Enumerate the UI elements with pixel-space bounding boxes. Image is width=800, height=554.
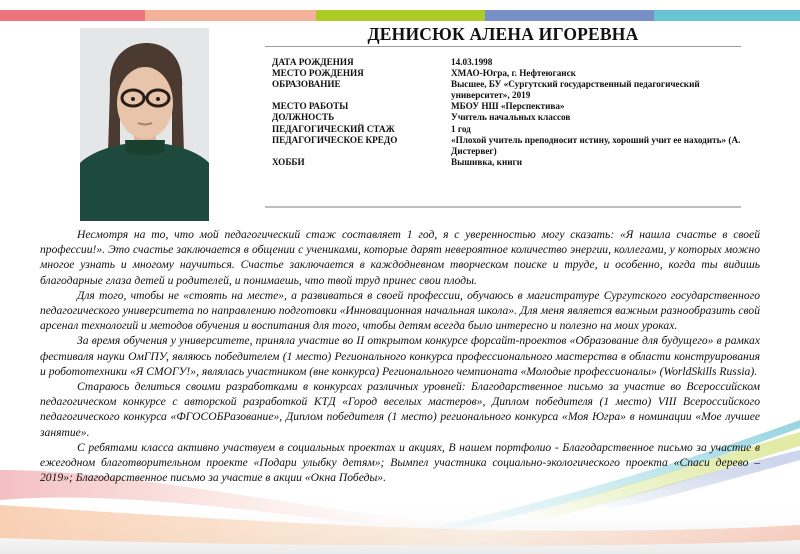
paragraph: За время обучения у университете, приняла участие во II открытом конкурсе форсайт-проектов «Образование для будущего» в рамках фестиваля науки ОмГПУ, являюсь победителем (1 место) Регионального конкурса профессионального мастерства в области конструирования и робототехники «Я СМОГУ!», являлась участником (вне конкурса) Регионального чемпионата «Молодые профессионалы» (WorldSkills Russia). — [40, 334, 760, 378]
info-row-workplace — [272, 101, 752, 112]
info-label: МЕСТО РОЖДЕНИЯ — [272, 68, 364, 79]
info-row-experience — [272, 124, 752, 135]
paragraph: Несмотря на то, что мой педагогический стаж составляет 1 год, я с уверенностью могу сказать: «Я нашла счастье в своей профессии!». Это счастье заключается в общении с учениками, которые дарят невероятное количество энергии, коллегами, у которых можно многое узнать и многому научиться. Счастье заключается в каждодневном творческом поиске и труде, и особенно, когда ты видишь благодарные глаза детей и родителей, и понимаешь, что твой труд принес свои плоды. — [40, 228, 760, 287]
essay-text — [40, 227, 760, 485]
info-label: МЕСТО РАБОТЫ — [272, 101, 349, 112]
info-row-birth-date — [272, 57, 752, 68]
info-row-credo — [272, 135, 752, 157]
paragraph: С ребятами класса активно участвуем в социальных проектах и акциях, В нашем портфолио - Благодарственное письмо за участие в ежегодном благотворительном проекте «Подари улыбку детям»; Вымпел участника социально-экологического проекта «Спаси дерево – 2019»; Благодарственное письмо за участие в акции «Окна Победы». — [40, 440, 760, 485]
info-row-education — [272, 79, 752, 101]
info-value: Учитель начальных классов — [451, 112, 571, 123]
info-value: 1 год — [451, 123, 471, 134]
info-label: ДАТА РОЖДЕНИЯ — [272, 57, 354, 67]
info-value: МБОУ НШ «Перспектива» — [451, 101, 565, 112]
info-label: ХОББИ — [272, 156, 305, 167]
info-row-position — [272, 112, 752, 123]
title-divider — [265, 46, 741, 47]
info-row-birth-place — [272, 68, 752, 79]
info-divider — [265, 206, 741, 208]
page-title: ДЕНИСЮК АЛЕНА ИГОРЕВНА — [367, 24, 639, 44]
info-value: «Плохой учитель преподносит истину, хороший учит ее находить» (А. Дистервег) — [451, 134, 741, 156]
info-label: ПЕДАГОГИЧЕСКИЙ СТАЖ — [272, 123, 395, 134]
info-value: Вышивка, книги — [451, 156, 523, 167]
info-label: ДОЛЖНОСТЬ — [272, 112, 335, 123]
info-table — [272, 57, 752, 168]
portrait-illustration-icon — [80, 28, 209, 221]
info-value: Высшее, БУ «Сургутский государственный педагогический университет», 2019 — [451, 79, 700, 101]
paragraph: Стараюсь делиться своими разработками в конкурсах различных уровней: Благодарственное письмо за участие во Всероссийском педагогическом конкурсе с авторской разработкой КТД «Город веселых мастеров», Диплом победителя (1 место) VIII Всероссийского педагогического конкурса «ФГОСОБРазование», Диплом победителя (1 место) регионального конкурса «Моя Югра» в номинации «Мое лучшее занятие». — [40, 380, 760, 439]
info-value: ХМАО-Югра, г. Нефтеюганск — [451, 68, 576, 79]
info-value: 14.03.1998 — [451, 57, 493, 67]
info-label: ПЕДАГОГИЧЕСКОЕ КРЕДО — [272, 134, 398, 145]
info-row-hobby — [272, 157, 752, 168]
portrait-photo — [80, 28, 209, 221]
info-label: ОБРАЗОВАНИЕ — [272, 79, 341, 90]
paragraph: Для того, чтобы не «стоять на месте», а развиваться в своей профессии, обучаюсь в магистратуре Сургутского государственного педагогического университета по направлению подготовки «Инновационная начальная школа». Для меня является важным разнообразить свой арсенал технологий и методов обучения и воспитания для того, чтобы детям всегда было интересно и полезно на моих уроках. — [40, 288, 760, 333]
